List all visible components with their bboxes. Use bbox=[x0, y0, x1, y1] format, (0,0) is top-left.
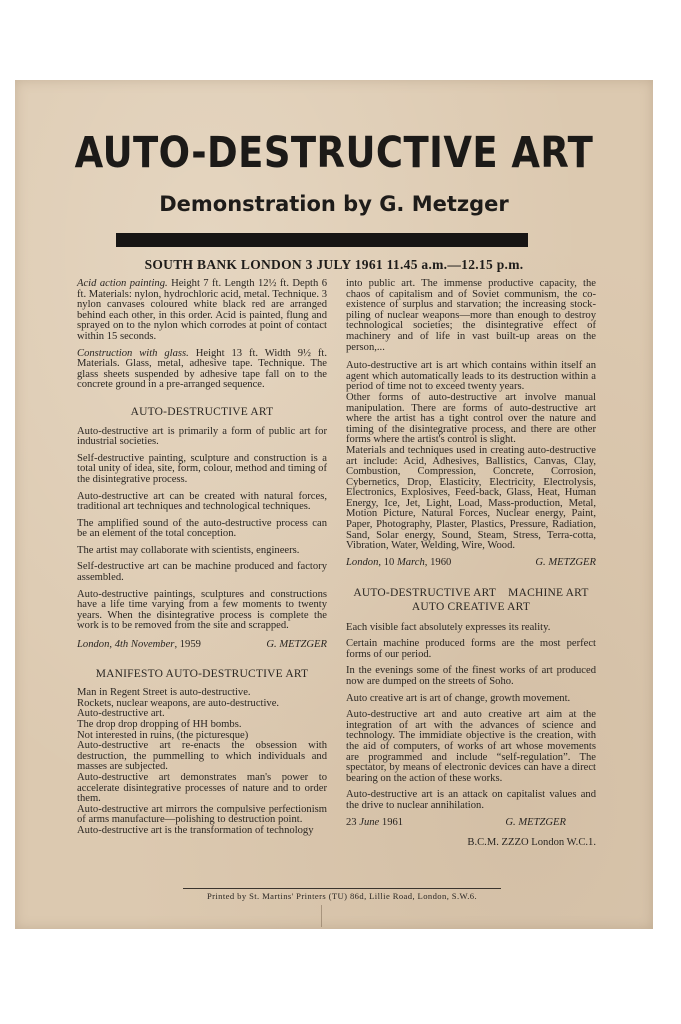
manifesto-line: Auto-destructive art demonstrates man's power to accelerate disintegrative processes of nature and to order them. bbox=[77, 771, 327, 805]
paragraph: Auto creative art is art of change, growth movement. bbox=[346, 692, 571, 704]
manifesto-line: Auto-destructive art mirrors the compulsive perfectionism of arms manufacture—polishing to destruction point. bbox=[77, 803, 327, 826]
paragraph: Auto-destructive art and auto creative art aim at the integration of art with the advances of science and technology. The immidiate objective is the creation, with the aid of computers, of works of art whose movements are programmed and include “self-regulation”. The spectator, by means of electronic devices can have a direct bearing on the action of these works. bbox=[346, 709, 596, 784]
event-dateline: SOUTH BANK LONDON 3 JULY 1961 11.45 a.m.—12.15 p.m. bbox=[144, 257, 524, 272]
signature-line bbox=[346, 818, 596, 829]
section-heading: AUTO-DESTRUCTIVE ART bbox=[130, 405, 274, 418]
paragraph: The artist may collaborate with scientists, engineers. bbox=[77, 544, 300, 556]
document-title: AUTO-DESTRUCTIVE ART bbox=[74, 128, 594, 178]
signature-line bbox=[346, 558, 596, 569]
signature-date: 23 June 1961 bbox=[346, 816, 404, 828]
section-heading: AUTO-DESTRUCTIVE ART MACHINE ART bbox=[353, 587, 589, 600]
signature-line bbox=[77, 640, 327, 651]
printer-imprint: Printed by St. Martins' Printers (TU) 86d, Lillie Road, London, S.W.6. bbox=[183, 888, 501, 901]
paragraph: Auto-destructive paintings, sculptures and constructions have a life time varying from a few moments to twenty years. When the disintegrative process is complete the work is to be removed from the site and scrapped. bbox=[77, 588, 327, 632]
work-description-acid: Acid action painting. Height 7 ft. Length 12½ ft. Depth 6 ft. Materials: nylon, hydrochloric acid, metal. Technique. 3 nylon canvases coloured white black red are arranged behind each other, in this order. Acid is painted, flung and sprayed on to the nylon which corrodes at point of contact within 15 seconds. bbox=[77, 278, 327, 342]
paragraph: Self-destructive painting, sculpture and construction is a total unity of idea, site, form, colour, method and timing of the disintegrative process. bbox=[77, 452, 327, 485]
signature-name: G. METZGER bbox=[535, 556, 596, 568]
manifesto-line: Auto-destructive art is the transformation of technology bbox=[77, 824, 314, 836]
signature-name: G. METZGER bbox=[505, 816, 566, 828]
manifesto-line: Man in Regent Street is auto-destructive. bbox=[77, 687, 251, 699]
section-heading: AUTO CREATIVE ART bbox=[411, 601, 531, 614]
section-heading: MANIFESTO AUTO-DESTRUCTIVE ART bbox=[95, 667, 309, 680]
signature-name: G. METZGER bbox=[266, 639, 327, 651]
right-column bbox=[346, 279, 596, 849]
manifesto-sheet bbox=[15, 80, 653, 929]
manifesto-line: Not interested in ruins, (the picturesque) bbox=[77, 729, 249, 741]
paragraph: Auto-destructive art is primarily a form of public art for industrial societies. bbox=[77, 425, 327, 448]
paper-fold-crease bbox=[321, 905, 322, 927]
paragraph: Auto-destructive art is art which contains within itself an agent which automatically leads to its destruction within a period of time not to exceed twenty years. bbox=[346, 360, 596, 393]
work-label: Acid action painting. bbox=[77, 278, 168, 289]
manifesto-line: Auto-destructive art re-enacts the obsession with destruction, the pummelling to which individuals and masses are subjected. bbox=[77, 740, 327, 773]
postal-address: B.C.M. ZZZO London W.C.1. bbox=[467, 837, 596, 849]
work-description-glass: Construction with glass. Height 13 ft. Width 9½ ft. Materials. Glass, metal, adhesive tape. Technique. The glass sheets suspended by adhesive tape fall on to the concrete ground in a pre-arranged sequence. bbox=[77, 347, 327, 391]
manifesto-line: Auto-destructive art. bbox=[77, 708, 165, 720]
manifesto-line: The drop drop dropping of HH bombs. bbox=[77, 719, 242, 730]
manifesto-line: Rockets, nuclear weapons, are auto-destructive. bbox=[77, 697, 280, 709]
paragraph: Self-destructive art can be machine produced and factory assembled. bbox=[77, 561, 327, 584]
document-subtitle: Demonstration by G. Metzger bbox=[159, 192, 509, 216]
paragraph: Auto-destructive art can be created with natural forces, traditional art techniques and technological techniques. bbox=[77, 490, 327, 513]
paragraph: Each visible fact absolutely expresses its reality. bbox=[346, 621, 551, 633]
black-rule-divider bbox=[116, 233, 528, 247]
paragraph: Certain machine produced forms are the most perfect forms of our period. bbox=[346, 638, 596, 660]
left-column bbox=[77, 279, 327, 837]
paragraph: into public art. The immense productive capacity, the chaos of capitalism and of Soviet communism, the co-existence of surplus and starvation; the increasing stock-piling of nuclear weapons—more than enough to destroy technological societies; the disintegrative effect of machinery and of life in vast built-up areas on the person,... bbox=[346, 278, 596, 353]
materials-list: Materials and techniques used in creating auto-destructive art include: Acid, Adhesives, Ballistics, Canvas, Clay, Combustion, Compression, Concrete, Corrosion, Cybernetics, Drop, Elasticity, Electricity, Electrolysis, Electronics, Explosives, Feed-back, Glass, Heat, Human Energy, Ice, Jet, Light, Load, Mass-production, Metal, Motion Picture, Natural Forces, Nuclear energy, Paint, Paper, Photography, Plaster, Plastics, Pressure, Radiation, Sand, Solar energy, Sound, Steam, Stress, Terra-cotta, Vibration, Water, Welding, Wire, Wood. bbox=[346, 444, 596, 552]
paragraph: The amplified sound of the auto-destructive process can be an element of the total conception. bbox=[77, 517, 327, 540]
signature-date: London, 10 March, 1960 bbox=[346, 556, 452, 568]
paragraph: Auto-destructive art is an attack on capitalist values and the drive to nuclear annihilation. bbox=[346, 789, 596, 811]
signature-date: London, 4th November, 1959 bbox=[77, 639, 201, 651]
work-label: Construction with glass. bbox=[77, 347, 189, 359]
paragraph: In the evenings some of the finest works of art produced now are dumped on the streets of Soho. bbox=[346, 665, 596, 687]
paragraph: Other forms of auto-destructive art involve manual manipulation. There are forms of auto-destructive art where the artist has a tight control over the nature and timing of the disintegrative process, and there are other forms where the artist's control is slight. bbox=[346, 391, 596, 446]
